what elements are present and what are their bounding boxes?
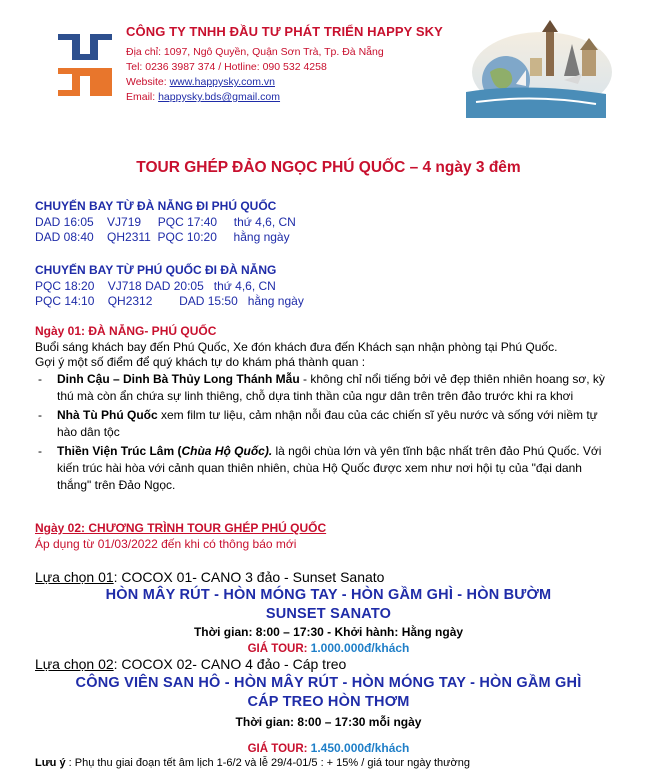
day1-heading: Ngày 01: ĐÀ NẴNG- PHÚ QUỐC bbox=[35, 324, 217, 338]
day2-section bbox=[35, 521, 326, 552]
bullet-dash: - bbox=[38, 407, 42, 422]
flight-row: PQC 14:10 QH2312 DAD 15:50 hằng ngày bbox=[35, 294, 304, 308]
attraction-desc: xem film tư liệu, cảm nhận nỗi đau của các chiến sĩ yêu nước và sống với niềm tự hào dân tộc bbox=[57, 407, 598, 439]
day1-suggestion: Gợi ý một số điểm để quý khách tự do khám phá thành quan : bbox=[35, 355, 366, 369]
flights-out-section bbox=[35, 199, 296, 246]
bullet-dash: - bbox=[38, 443, 42, 458]
option2-price-line bbox=[0, 739, 657, 757]
day1-intro: Buổi sáng khách bay đến Phú Quốc, Xe đón khách đưa đến Khách sạn nhận phòng tại Phú Quốc. bbox=[35, 339, 558, 354]
option2-price-label: GIÁ TOUR: bbox=[247, 743, 311, 755]
option2-price: 1.450.000đ/khách bbox=[310, 741, 410, 755]
option1-label: Lựa chọn 01 bbox=[35, 569, 114, 585]
list-item bbox=[35, 371, 617, 405]
email-link[interactable]: happysky.bds@gmail.com bbox=[158, 91, 281, 103]
bullet-dash: - bbox=[38, 371, 42, 386]
attraction-desc: là ngôi chùa lớn và yên tĩnh bậc nhất trên đảo Phú Quốc. Với kiến trúc hài hòa với cảnh quan thiên nhiên, chùa Hộ Quốc được xem như nơi hội tụ của "đại danh thắng" trên Đảo Ngọc. bbox=[57, 443, 602, 492]
option1-price: 1.000.000đ/khách bbox=[310, 641, 410, 655]
company-header bbox=[54, 20, 614, 116]
note-label: Lưu ý bbox=[35, 757, 66, 769]
option1-line bbox=[35, 569, 384, 585]
option2-time: Thời gian: 8:00 – 17:30 mỗi ngày bbox=[235, 715, 422, 729]
travel-landmarks-banner bbox=[446, 20, 614, 118]
day1-section bbox=[35, 324, 617, 496]
company-email-line bbox=[126, 90, 443, 105]
option2-label: Lựa chọn 02 bbox=[35, 656, 114, 672]
day2-applies: Áp dụng từ 01/03/2022 đến khi có thông báo mới bbox=[35, 536, 297, 551]
list-item bbox=[35, 443, 617, 494]
tour-title: TOUR GHÉP ĐẢO NGỌC PHÚ QUỐC – 4 ngày 3 đêm bbox=[136, 159, 521, 176]
flights-back-section bbox=[35, 263, 304, 310]
website-link[interactable]: www.happysky.com.vn bbox=[169, 76, 276, 88]
flights-back-heading: CHUYẾN BAY TỪ PHÚ QUỐC ĐI ĐÀ NẴNG bbox=[35, 263, 277, 277]
company-name: CÔNG TY TNHH ĐẦU TƯ PHÁT TRIỂN HAPPY SKY bbox=[126, 24, 443, 39]
list-item bbox=[35, 407, 617, 441]
option2-line bbox=[35, 656, 346, 672]
flights-out-heading: CHUYẾN BAY TỪ ĐÀ NẴNG ĐI PHÚ QUỐC bbox=[35, 199, 277, 213]
surcharge-note bbox=[35, 757, 470, 769]
option1-time: Thời gian: 8:00 – 17:30 - Khởi hành: Hằng ngày bbox=[193, 625, 464, 639]
flight-row: DAD 08:40 QH2311 PQC 10:20 hằng ngày bbox=[35, 230, 290, 244]
option1-name: : COCOX 01- CANO 3 đảo - Sunset Sanato bbox=[113, 569, 385, 585]
option1-islands: HÒN MÂY RÚT - HÒN MÓNG TAY - HÒN GẦM GHÌ - HÒN BƯỜM bbox=[105, 587, 552, 603]
attraction-name: Dinh Cậu – Dinh Bà Thủy Long Thánh Mẫu bbox=[57, 371, 300, 386]
attraction-name: Nhà Tù Phú Quốc bbox=[57, 407, 158, 422]
happy-sky-logo-icon bbox=[54, 28, 116, 102]
option2-islands: CÔNG VIÊN SAN HÔ - HÒN MÂY RÚT - HÒN MÓNG TAY - HÒN GẦM GHÌ bbox=[75, 675, 582, 691]
attraction-alt-name: Chùa Hộ Quốc). bbox=[181, 443, 273, 458]
option1-islands-2: SUNSET SANATO bbox=[265, 606, 392, 622]
option2-islands-2: CÁP TREO HÒN THƠM bbox=[247, 694, 410, 710]
option1-price-line bbox=[0, 639, 657, 657]
website-label: Website: bbox=[126, 76, 170, 88]
option1-price-label: GIÁ TOUR: bbox=[247, 643, 311, 655]
attraction-name: Thiền Viện Trúc Lâm bbox=[57, 443, 175, 458]
flight-row: DAD 16:05 VJ719 PQC 17:40 thứ 4,6, CN bbox=[35, 214, 296, 229]
attraction-desc: - không chỉ nổi tiếng bởi vẻ đẹp thiên nhiên hoang sơ, kỳ thú mà còn ẩn chứa sự linh thiêng, chỗ dựa tinh thần của ngư dân trên trên đảo trước khi ra khơi bbox=[57, 371, 605, 403]
company-address: Địa chỉ: 1097, Ngô Quyền, Quận Sơn Trà, Tp. Đà Nẵng bbox=[126, 46, 384, 58]
attraction-paren: ( bbox=[174, 443, 182, 458]
option2-name: : COCOX 02- CANO 4 đảo - Cáp treo bbox=[113, 656, 347, 672]
note-text: : Phụ thu giai đoạn tết âm lịch 1-6/2 và lễ 29/4-01/5 : + 15% / giá tour ngày thường bbox=[65, 757, 470, 769]
flight-row: PQC 18:20 VJ718 DAD 20:05 thứ 4,6, CN bbox=[35, 278, 276, 293]
company-website-line bbox=[126, 75, 443, 90]
company-phone: Tel: 0236 3987 374 / Hotline: 090 532 4258 bbox=[126, 61, 327, 73]
day2-heading: Ngày 02: CHƯƠNG TRÌNH TOUR GHÉP PHÚ QUỐC bbox=[35, 521, 327, 535]
email-label: Email: bbox=[126, 91, 159, 103]
day1-attractions bbox=[35, 371, 617, 494]
